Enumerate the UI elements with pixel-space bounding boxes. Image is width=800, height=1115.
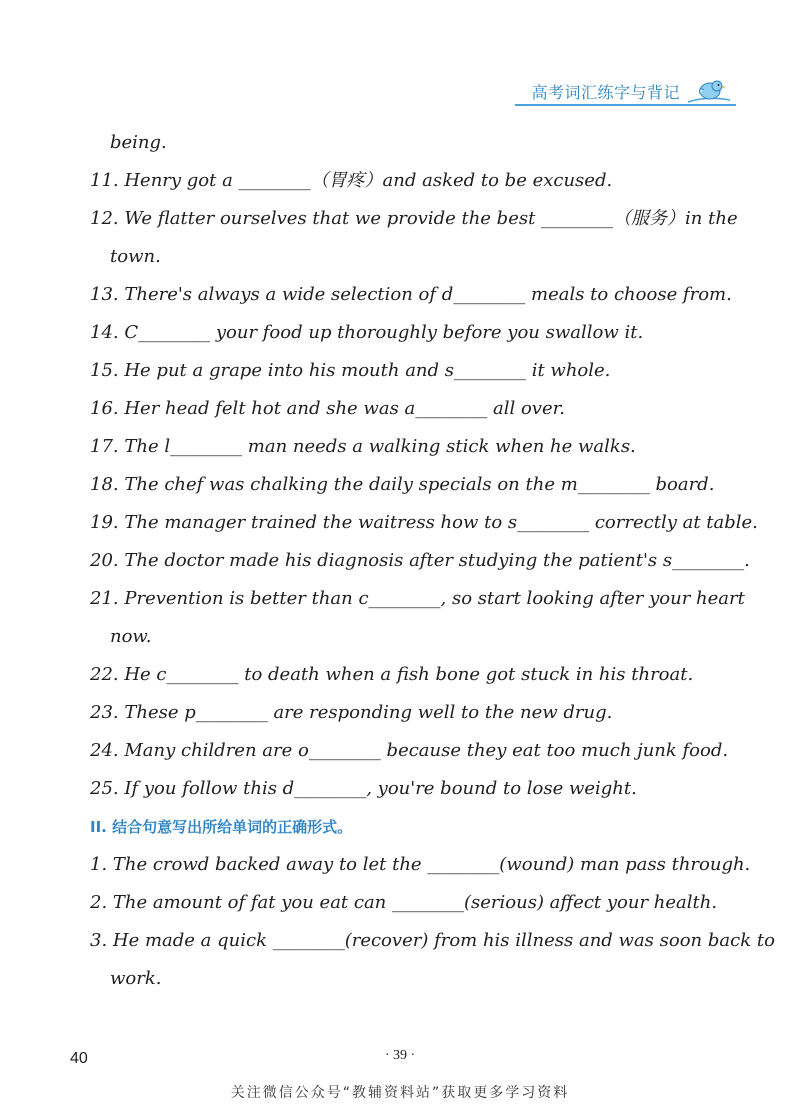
exercise-item: 2. The amount of fat you eat can ________(serious) affect your health. (90, 892, 718, 913)
page-header (531, 76, 732, 106)
text-line: town. (110, 246, 161, 267)
text-line: now. (110, 626, 152, 647)
exercise-item: 14. C________ your food up thoroughly before you swallow it. (90, 322, 644, 343)
exercise-item: 11. Henry got a ________（胃疼）and asked to be excused. (90, 170, 613, 191)
page-number: · 39 · (384, 1048, 416, 1063)
text-line: work. (110, 968, 162, 989)
exercise-item: 24. Many children are o________ because they eat too much junk food. (90, 740, 729, 761)
section-title: II. 结合句意写出所给单词的正确形式。 (90, 818, 353, 836)
header-divider (515, 104, 736, 106)
text-line: being. (110, 132, 167, 153)
exercise-item: 23. These p________ are responding well to the new drug. (90, 702, 613, 723)
header-title: 高考词汇练字与背记 (531, 82, 680, 102)
exercise-item: 17. The l________ man needs a walking stick when he walks. (90, 436, 636, 457)
footer-note: 关注微信公众号“教辅资料站”获取更多学习资料 (230, 1085, 570, 1101)
exercise-item: 3. He made a quick ________(recover) from his illness and was soon back to (90, 930, 775, 951)
bird-icon (686, 76, 732, 106)
exercise-item: 1. The crowd backed away to let the ________(wound) man pass through. (90, 854, 751, 875)
exercise-item: 18. The chef was chalking the daily specials on the m________ board. (90, 474, 715, 495)
exercise-item: 15. He put a grape into his mouth and s________ it whole. (90, 360, 611, 381)
exercise-item: 12. We flatter ourselves that we provide the best ________（服务）in the (90, 208, 738, 229)
exercise-content (90, 124, 775, 998)
exercise-item: 22. He c________ to death when a fish bone got stuck in his throat. (90, 664, 694, 685)
side-page-number: 40 (70, 1050, 88, 1067)
exercise-item: 25. If you follow this d________, you're bound to lose weight. (90, 778, 637, 799)
exercise-item: 19. The manager trained the waitress how to s________ correctly at table. (90, 512, 758, 533)
exercise-item: 20. The doctor made his diagnosis after studying the patient's s________. (90, 550, 750, 571)
exercise-item: 16. Her head felt hot and she was a________ all over. (90, 398, 565, 419)
exercise-item: 13. There's always a wide selection of d________ meals to choose from. (90, 284, 732, 305)
exercise-item: 21. Prevention is better than c________, so start looking after your heart (90, 588, 745, 609)
